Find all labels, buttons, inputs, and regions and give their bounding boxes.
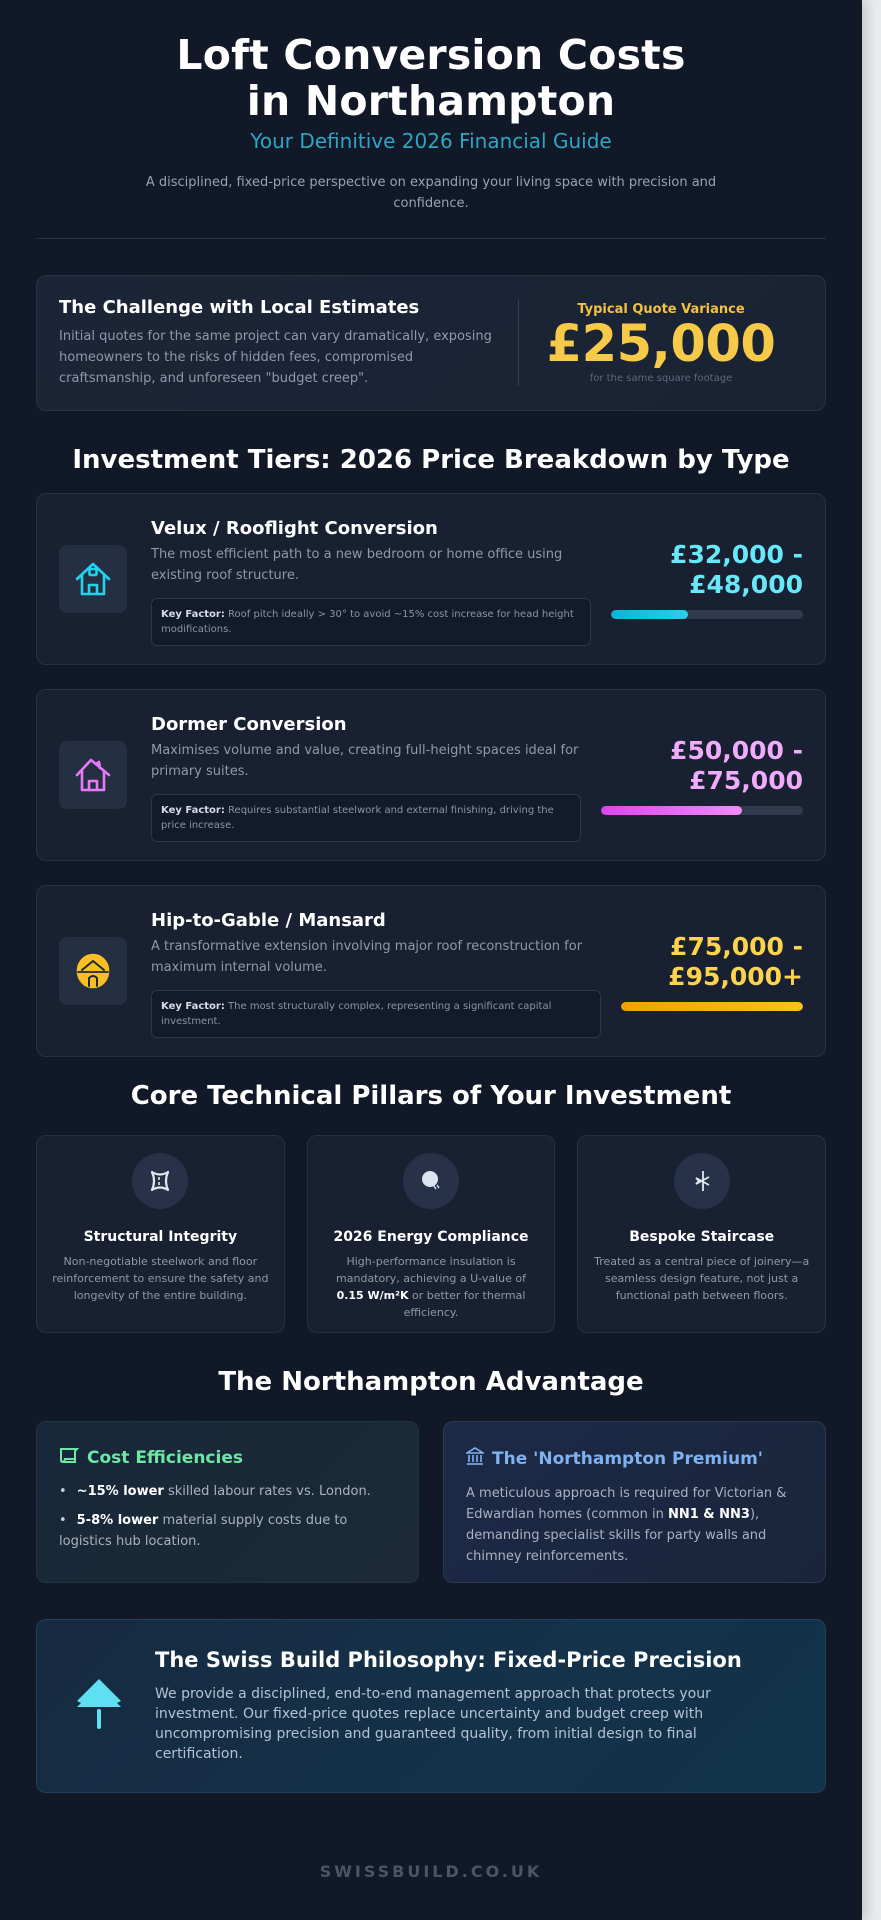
mansard-roof-icon (59, 937, 127, 1005)
house-dormer-icon (59, 741, 127, 809)
key-factor-box (151, 990, 601, 1038)
house-icon (59, 545, 127, 613)
key-factor-label: Key Factor: (161, 609, 225, 620)
cost-title: Cost Efficiencies (87, 1447, 243, 1468)
variance-note: for the same square footage (589, 373, 733, 384)
pillars-grid (36, 1135, 826, 1333)
hero (36, 0, 826, 214)
steel-beam-icon (132, 1153, 188, 1209)
price-bar (611, 610, 803, 619)
tier-name: Velux / Rooflight Conversion (151, 518, 438, 539)
page-title: Loft Conversion Costs in Northampton (176, 31, 686, 125)
price-range (611, 540, 803, 619)
price-range (621, 932, 803, 1011)
cost-efficiencies-card (36, 1421, 419, 1583)
tier-description: The most efficient path to a new bedroom or home office using existing roof structure. (151, 547, 563, 583)
advantage-grid (36, 1421, 826, 1583)
list-item: • 5-8% lower material supply costs due to logistics hub location. (59, 1513, 348, 1549)
price-to: £75,000 (689, 766, 803, 795)
price-from: £75,000 - (670, 932, 803, 961)
tier-card-dormer (36, 689, 826, 861)
premium-title: The 'Northampton Premium' (492, 1448, 763, 1469)
intro-text: A disciplined, fixed-price perspective on expanding your living space with precision and confidence. (145, 175, 717, 211)
cost-list (59, 1481, 396, 1552)
advantage-heading: The Northampton Advantage (218, 1367, 644, 1397)
philosophy-text: We provide a disciplined, end-to-end management approach that protects your investment. Our fixed-price quotes replace uncertainty and budget creep with uncompromising precision and guaranteed quality, from initial design to final certification. (155, 1686, 711, 1762)
price-bar-fill (611, 610, 688, 619)
key-factor-box (151, 794, 581, 842)
pillar-structural (36, 1135, 285, 1333)
tier-name: Hip-to-Gable / Mansard (151, 910, 386, 931)
key-factor-label: Key Factor: (161, 1001, 225, 1012)
challenge-card (36, 275, 826, 411)
lightbulb-icon (403, 1153, 459, 1209)
price-range (601, 736, 803, 815)
tiers-heading: Investment Tiers: 2026 Price Breakdown by Type (72, 445, 790, 475)
page-subtitle: Your Definitive 2026 Financial Guide (250, 129, 612, 153)
price-from: £50,000 - (670, 736, 803, 765)
pillar-staircase (577, 1135, 826, 1333)
price-from: £32,000 - (670, 540, 803, 569)
footer-brand[interactable]: SWISSBUILD.CO.UK (319, 1862, 543, 1881)
list-item: • ~15% lower skilled labour rates vs. London. (59, 1484, 371, 1499)
pine-tree-icon (73, 1675, 125, 1735)
premium-text: A meticulous approach is required for Victorian & Edwardian homes (common in NN1 & NN3), demanding specialist skills for party walls and chimney reinforcements. (466, 1486, 787, 1564)
receipt-icon (59, 1446, 79, 1469)
pillar-title: Bespoke Staircase (629, 1229, 775, 1245)
pillar-text: Non-negotiable steelwork and floor reinforcement to ensure the safety and longevity of the entire building. (52, 1255, 269, 1302)
price-to: £48,000 (689, 570, 803, 599)
tier-card-mansard (36, 885, 826, 1057)
pillar-text: High-performance insulation is mandatory, achieving a U-value of 0.15 W/m²K or better for thermal efficiency. (336, 1255, 526, 1319)
pillar-energy (307, 1135, 556, 1333)
price-bar-fill (621, 1002, 803, 1011)
challenge-text: Initial quotes for the same project can vary dramatically, exposing homeowners to the risks of hidden fees, compromised craftsmanship, and unforeseen "budget creep". (59, 329, 492, 386)
pillars-heading: Core Technical Pillars of Your Investment (130, 1081, 732, 1111)
price-bar (601, 806, 803, 815)
staircase-icon (674, 1153, 730, 1209)
pillar-text: Treated as a central piece of joinery—a seamless design feature, not just a functional path between floors. (594, 1255, 810, 1302)
pillar-title: 2026 Energy Compliance (333, 1229, 529, 1245)
philosophy-title: The Swiss Build Philosophy: Fixed-Price Precision (155, 1648, 742, 1672)
philosophy-card (36, 1619, 826, 1793)
bank-building-icon (466, 1446, 484, 1471)
key-factor-text: Requires substantial steelwork and external finishing, driving the price increase. (161, 805, 554, 831)
challenge-title: The Challenge with Local Estimates (59, 297, 420, 318)
northampton-premium-card (443, 1421, 826, 1583)
variance-label: Typical Quote Variance (577, 302, 745, 317)
key-factor-label: Key Factor: (161, 805, 225, 816)
variance-value: £25,000 (546, 315, 776, 374)
key-factor-text: Roof pitch ideally > 30° to avoid ~15% cost increase for head height modifications. (161, 609, 574, 635)
key-factor-text: The most structurally complex, representing a significant capital investment. (161, 1001, 552, 1027)
divider (36, 238, 826, 239)
price-to: £95,000+ (668, 962, 803, 991)
tier-description: Maximises volume and value, creating full-height spaces ideal for primary suites. (151, 743, 579, 779)
key-factor-box (151, 598, 591, 646)
tier-card-velux (36, 493, 826, 665)
tier-description: A transformative extension involving major roof reconstruction for maximum internal volume. (151, 939, 583, 975)
variance-stat (519, 302, 803, 384)
price-bar-fill (601, 806, 742, 815)
tier-name: Dormer Conversion (151, 714, 347, 735)
pillar-title: Structural Integrity (83, 1229, 238, 1245)
price-bar (621, 1002, 803, 1011)
